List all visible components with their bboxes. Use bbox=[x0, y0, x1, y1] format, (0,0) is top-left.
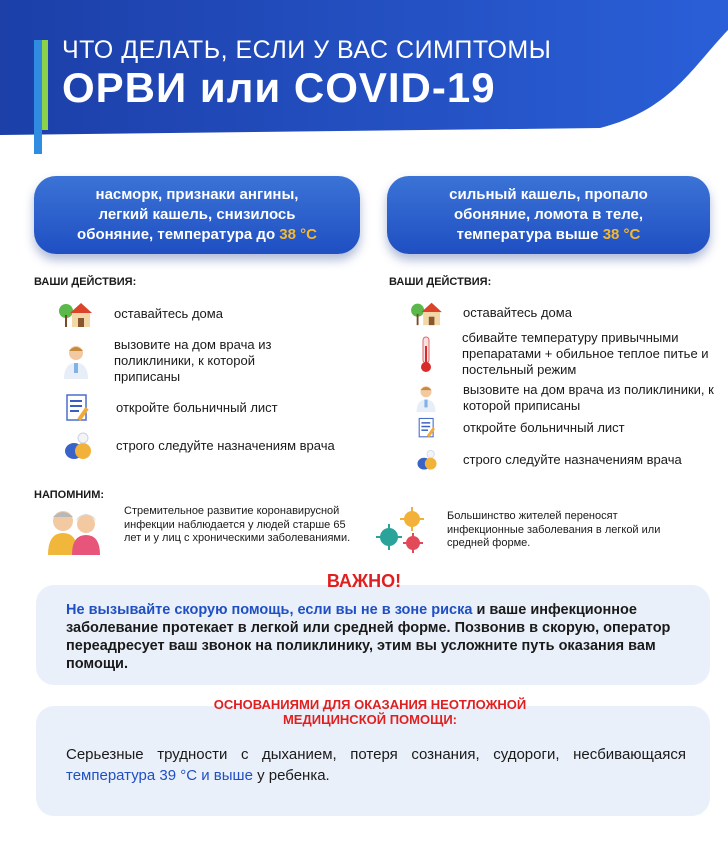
severe-action-item bbox=[410, 299, 723, 327]
document-icon bbox=[417, 417, 439, 439]
emergency-title-line1: ОСНОВАНИЯМИ ДЛЯ ОКАЗАНИЯ НЕОТЛОЖНОЙ bbox=[213, 697, 527, 712]
mild-symptoms-line3-text: обоняние, температура до bbox=[77, 226, 276, 243]
severe-symptoms-card bbox=[387, 176, 710, 254]
emergency-text bbox=[66, 744, 686, 786]
mild-action-item bbox=[58, 299, 304, 329]
doctor-icon bbox=[415, 383, 437, 413]
emergency-title bbox=[0, 697, 728, 727]
page-title-line2: ОРВИ или COVID-19 bbox=[62, 64, 496, 111]
severe-symptoms-line3-text: температура выше bbox=[456, 226, 599, 243]
doctor-icon bbox=[62, 343, 90, 379]
reminder-left-text: Стремительное развитие коронавирусной инфекции наблюдается у людей старше 65 лет и у лиц с хроническими заболеваниями. bbox=[124, 505, 351, 544]
important-text bbox=[66, 601, 686, 673]
severe-action-text: оставайтесь дома bbox=[463, 305, 572, 320]
severe-action-item bbox=[416, 449, 728, 471]
severe-action-item bbox=[415, 382, 725, 414]
severe-action-text: строго следуйте назначениям врача bbox=[463, 452, 682, 467]
severe-symptoms-line2: обоняние, ломота в теле, bbox=[453, 206, 644, 223]
severe-action-text: откройте больничный лист bbox=[463, 420, 625, 435]
severe-action-text: сбивайте температуру привычными препаратами + обильное теплое питье и постельный режим bbox=[462, 330, 709, 377]
important-rest: и ваше инфекционное заболевание протекает в легкой или средней форме. Позвонив в скорую, оператор переадресует ваш звонок на поликлинику, этим вы усложните путь оказания вам помощи. bbox=[66, 602, 671, 672]
house-icon bbox=[58, 299, 92, 329]
severe-symptoms-line1: сильный кашель, пропало bbox=[449, 186, 648, 203]
reminder-title: НАПОМНИМ: bbox=[34, 489, 105, 501]
mild-action-item bbox=[64, 393, 306, 423]
mild-action-item bbox=[62, 337, 314, 385]
mild-symptoms-line2: легкий кашель, снизилось bbox=[98, 206, 296, 223]
emergency-title-line2: МЕДИЦИНСКОЙ ПОМОЩИ: bbox=[282, 712, 458, 727]
thermometer-icon bbox=[418, 334, 434, 374]
mild-symptoms-card bbox=[34, 176, 360, 254]
emergency-text-end: у ребенка. bbox=[252, 767, 330, 784]
virus-icon bbox=[374, 507, 428, 557]
severe-action-item bbox=[417, 417, 725, 439]
house-icon bbox=[410, 299, 442, 327]
severe-symptoms-line3 bbox=[387, 225, 710, 245]
mild-action-item bbox=[64, 431, 336, 461]
accent-bar bbox=[34, 40, 42, 154]
accent-bar-green bbox=[42, 40, 48, 130]
document-icon bbox=[64, 393, 94, 423]
severe-actions-title: ВАШИ ДЕЙСТВИЯ: bbox=[389, 276, 492, 288]
page-title-line1: ЧТО ДЕЛАТЬ, ЕСЛИ У ВАС СИМПТОМЫ bbox=[62, 36, 552, 64]
mild-symptoms-line3 bbox=[34, 225, 360, 245]
pills-icon bbox=[416, 449, 438, 471]
pills-icon bbox=[64, 431, 92, 461]
severe-temperature: 38 °С bbox=[602, 226, 641, 243]
mild-symptoms-line1: насморк, признаки ангины, bbox=[95, 186, 299, 203]
mild-action-text: строго следуйте назначениям врача bbox=[116, 438, 335, 453]
severe-action-item bbox=[418, 330, 724, 378]
mild-temperature: 38 °С bbox=[279, 226, 317, 243]
important-title: ВАЖНО! bbox=[326, 571, 402, 591]
reminder-right-text: Большинство жителей переносят инфекционные заболевания в легкой или средней форме. bbox=[447, 510, 661, 549]
severe-action-text: вызовите на дом врача из поликлиники, к которой приписаны bbox=[463, 382, 714, 413]
important-highlight: Не вызывайте скорую помощь, если вы не в зоне риска bbox=[66, 602, 473, 618]
emergency-text-highlight: температура 39 °С и выше bbox=[66, 767, 253, 784]
emergency-text-start: Серьезные трудности с дыханием, потеря сознания, судороги, несбивающаяся bbox=[66, 746, 686, 763]
elderly-couple-icon bbox=[46, 507, 104, 555]
mild-action-text: откройте больничный лист bbox=[116, 400, 278, 415]
mild-actions-title: ВАШИ ДЕЙСТВИЯ: bbox=[34, 276, 137, 288]
mild-action-text: вызовите на дом врача из поликлиники, к которой приписаны bbox=[114, 337, 272, 384]
mild-action-text: оставайтесь дома bbox=[114, 306, 223, 321]
